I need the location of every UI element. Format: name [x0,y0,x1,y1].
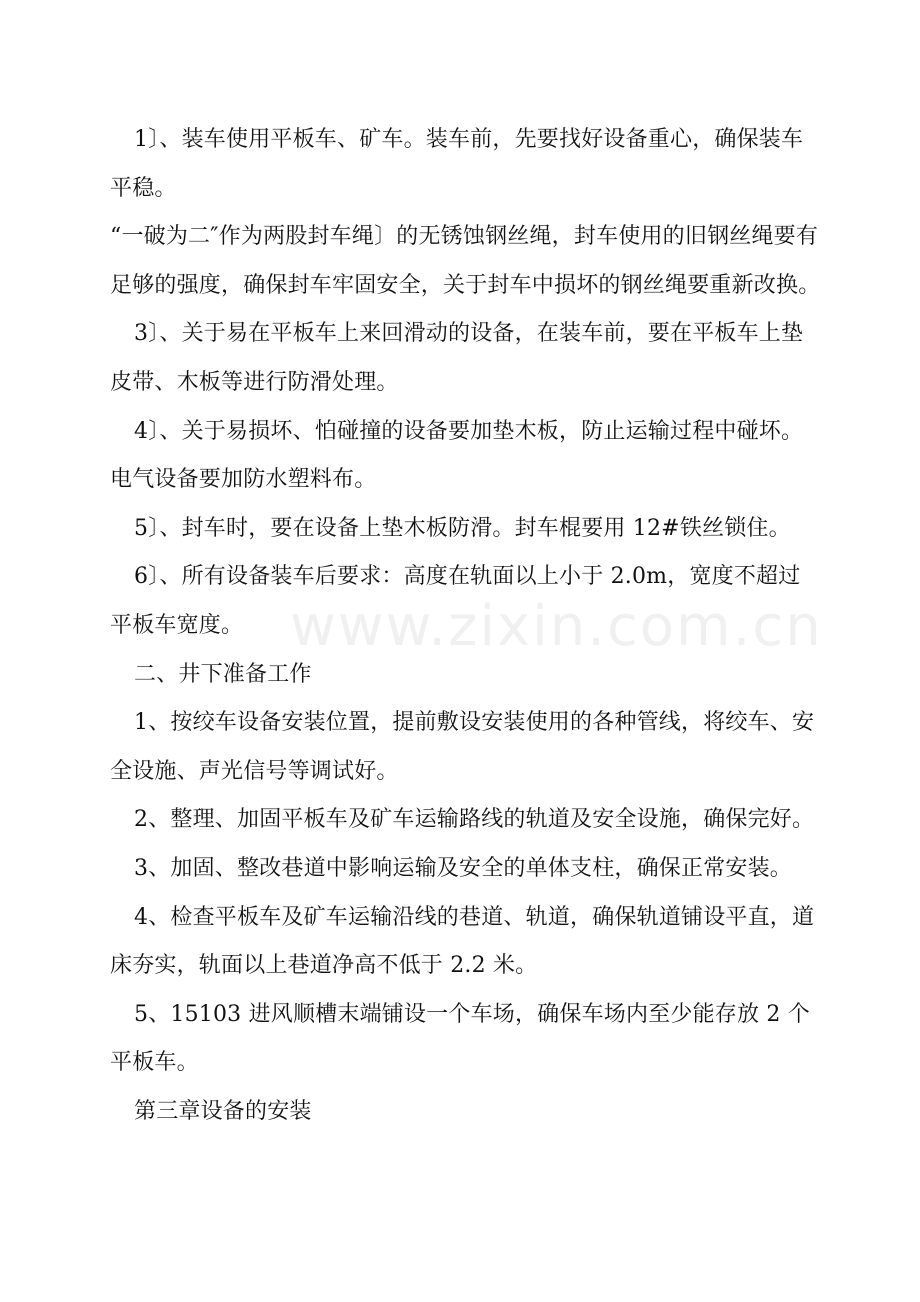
paragraph-anti-slip: 3〕、关于易在平板车上来回滑动的设备，在装车前，要在平板车上垫皮带、木板等进行防滑处理。 [110,321,804,395]
paragraph-car-yard: 5、15103 进风顺槽末端铺设一个车场，确保车场内至少能存放 2 个平板车。 [110,1001,810,1076]
section-heading-underground-prep: 二、井下准备工作 [134,661,312,687]
site-watermark: www.zixin.com.cn [290,594,823,659]
document-body [110,116,822,1136]
paragraph-track-reinforcement: 2、整理、加固平板车及矿车运输路线的轨道及安全设施，确保完好。 [134,807,815,833]
paragraph-prop-reinforcement: 3、加固、整改巷道中影响运输及安全的单体支柱，确保正常安装。 [134,855,792,881]
paragraph-wire-rope: “一破为二″作为两股封车绳〕的无锈蚀钢丝绳，封车使用的旧钢丝绳要有足够的强度，确保封车牢固安全，关于封车中损坏的钢丝绳要重新改换。 [110,224,821,298]
paragraph-load-requirements: 6〕、所有设备装车后要求：高度在轨面以上小于 2.0m，宽度不超过平板车宽度。 [110,564,801,638]
paragraph-loading-vehicles: 1〕、装车使用平板车、矿车。装车前，先要找好设备重心，确保装车平稳。 [110,127,804,201]
chapter-heading-installation: 第三章设备的安装 [134,1098,312,1124]
paragraph-roadway-inspection: 4、检查平板车及矿车运输沿线的巷道、轨道，确保轨道铺设平直，道床夯实，轨面以上巷道净高不低于 2.2 米。 [110,904,815,979]
paragraph-fragile-equipment: 4〕、关于易损坏、怕碰撞的设备要加垫木板，防止运输过程中碰坏。电气设备要加防水塑料布。 [110,418,804,493]
paragraph-winch-setup: 1、按绞车设备安装位置，提前敷设安装使用的各种管线，将绞车、安全设施、声光信号等调试好。 [110,710,815,784]
paragraph-securing: 5〕、封车时，要在设备上垫木板防滑。封车棍要用 12#铁丝锁住。 [134,515,791,541]
